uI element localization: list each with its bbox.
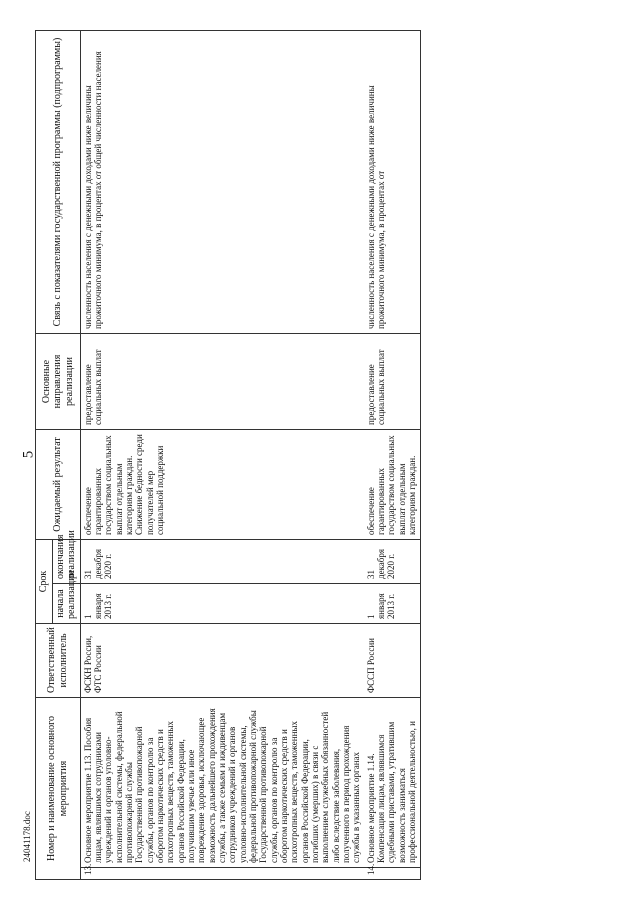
header-start: начала реализации: [52, 584, 80, 624]
table-row: [80, 31, 364, 880]
rotated-table-page: [35, 30, 635, 880]
footer-filename: 24041178.doc: [22, 811, 32, 862]
start-date: 1 января 2013 г.: [364, 584, 420, 624]
header-name: Номер и наименование основного мероприятия: [36, 698, 81, 880]
header-responsible: Ответственный исполнитель: [36, 624, 81, 698]
page-number: 5: [20, 450, 37, 459]
activity-name: Основное мероприятие 1.13. Пособия лицам, являвшимся сотрудниками учреждений и органов уголовно-исполнительной системы, федеральной противопожарной службы Государственной противопожарной службы, органов по контролю за оборотом наркотических средств и психотропных веществ, таможенных органов Российской Федерации, получившим увечье или иное повреждение здоровья, исключающее возможность дальнейшего прохождения службы, а также семьям и иждивенцам сотрудников учреждений и органов уголовно-исполнительной системы, федеральной противопожарной службы Государственной противопожарной службы, органов по контролю за оборотом наркотических средств и психотропных веществ, таможенных органов Российской Федерации, погибших (умерших) в связи с выполнением служебных обязанностей либо вследствие заболевания, полученного в период прохождения службы в указанных органах: [80, 698, 364, 868]
row-number: 14.: [364, 868, 420, 880]
row-number: 13.: [80, 868, 364, 880]
header-directions: Основные направления реализации: [36, 334, 81, 430]
table-row: [364, 31, 420, 880]
indicator-link: численность населения с денежными доходами ниже величины прожиточного минимума, в процентах от: [364, 31, 420, 334]
header-deadline: Срок: [36, 540, 53, 624]
end-date: 31 декабря 2020 г.: [80, 540, 364, 584]
responsible-executor: ФСКН России, ФТС России: [80, 624, 364, 698]
activities-table: [35, 30, 421, 880]
header-end: окончания реализации: [52, 540, 80, 584]
table-header-row: [36, 31, 53, 880]
main-directions: предоставление социальных выплат: [364, 334, 420, 430]
main-directions: предоставление социальных выплат: [80, 334, 364, 430]
activity-name: Основное мероприятие 1.14. Компенсация лицам, являвшимся судебными приставами, утратившим возможность заниматься профессиональной деятельностью, и: [364, 698, 420, 868]
indicator-link: численность населения с денежными доходами ниже величины прожиточного минимума, в процентах от общей численности населения: [80, 31, 364, 334]
responsible-executor: ФССП России: [364, 624, 420, 698]
expected-result: обеспечение гарантированных государством социальных выплат отдельным категориям граждан.: [364, 430, 420, 540]
header-result: Ожидаемый результат: [36, 430, 81, 540]
header-link: Связь с показателями государственной программы (подпрограммы): [36, 31, 81, 334]
end-date: 31 декабря 2020 г.: [364, 540, 420, 584]
expected-result: обеспечение гарантированных государством социальных выплат отдельным категориям граждан. Снижение бедности среди получателей мер социальной поддержки: [80, 430, 364, 540]
start-date: 1 января 2013 г.: [80, 584, 364, 624]
